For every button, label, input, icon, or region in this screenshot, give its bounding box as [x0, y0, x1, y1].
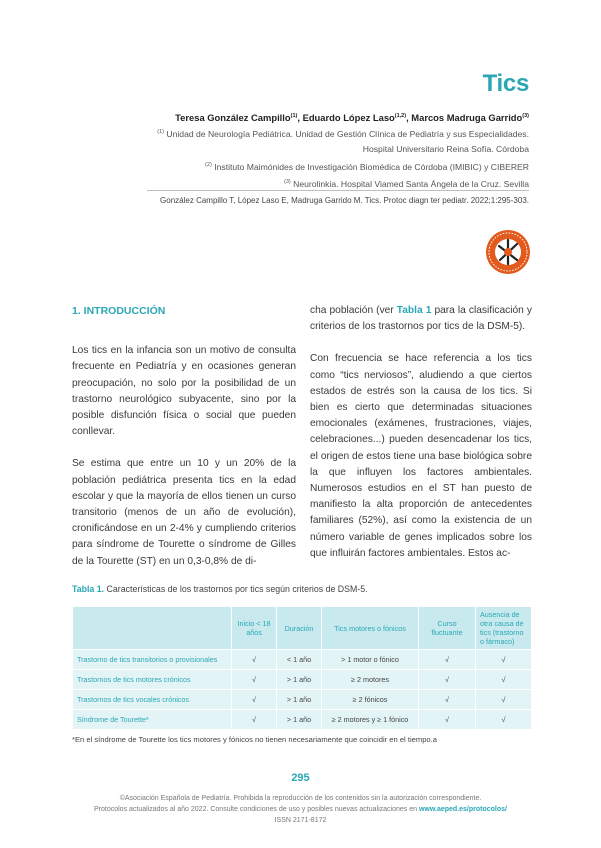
- author-sup: (3): [522, 113, 529, 119]
- paragraph: Se estima que entre un 10 y un 20% de la población pediátrica presenta tics en la edad escolar y que la mayoría de ellos tienen un curso transitorio (menos de un año de evolución), cronificándose en un 2-4% y cumpliendo criterios para síndrome de Tourette o síndrome de Gilles de la Tourette (ST) en un 0,3-0,8% de di-: [72, 458, 296, 567]
- author-block: [59, 110, 529, 193]
- table-cell: Trastornos de tics motores crónicos: [73, 670, 232, 690]
- table-caption-text: Características de los trastornos por tics según criterios de DSM-5.: [104, 584, 368, 594]
- table-cell: √: [419, 670, 476, 690]
- table-cell: √: [476, 690, 532, 710]
- table-caption: [72, 584, 368, 594]
- article-title: Tics: [482, 70, 529, 97]
- table-row: [73, 690, 532, 710]
- affiliation-sup: (1): [157, 129, 165, 136]
- table-cell: Síndrome de Tourette*: [73, 710, 232, 730]
- table-reference-link[interactable]: Tabla 1: [396, 305, 432, 316]
- table-header: Tics motores o fónicos: [322, 607, 419, 650]
- table-cell: > 1 año: [277, 690, 322, 710]
- table-cell: Trastornos de tics vocales crónicos: [73, 690, 232, 710]
- section-heading: 1. INTRODUCCIÓN: [72, 305, 166, 317]
- table-cell: √: [232, 710, 277, 730]
- table-cell: √: [419, 650, 476, 670]
- affiliation-sup: (3): [284, 179, 291, 186]
- table-footnote: *En el síndrome de Tourette los tics motores y fónicos no tienen necesariamente que coincidir en el tiempo.a: [72, 735, 437, 744]
- author-sup: (1): [290, 113, 298, 119]
- author-name: Eduardo López Laso: [302, 112, 395, 124]
- table-cell: √: [476, 650, 532, 670]
- table-row: [73, 670, 532, 690]
- table-row: [73, 650, 532, 670]
- text-column-right: [310, 303, 532, 578]
- footer-line: [0, 804, 601, 815]
- affiliation: [59, 158, 529, 175]
- page-footer: [0, 793, 601, 826]
- table-caption-label: Tabla 1.: [72, 584, 105, 594]
- table-cell: √: [232, 650, 277, 670]
- table-header: Inicio < 18 años: [232, 607, 277, 650]
- table-cell: > 1 año: [277, 710, 322, 730]
- affiliation-sup: (2): [205, 161, 212, 168]
- affiliation: [59, 125, 529, 142]
- paragraph: Con frecuencia se hace referencia a los tics como “tics nerviosos”, aludiendo a que ciertos estados de estrés son la causa de los tics. Si bien es cierto que determinadas situaciones emocionales (exámenes, frustraciones, viajes, celebraciones...) pueden desencadenar los tics, el origen de estos tiene una base biológica sobre la que influyen los factores ambientales. Numerosos estudios en el ST han puesto de manifiesto la alta proporción de antecedentes familiares (52%), así como la existencia de un número variable de genes implicados sobre los que influirán factores ambientales. Estos ac-: [310, 353, 532, 559]
- affiliation-text: Neurolinkia. Hospital Viamed Santa Ángela de la Cruz. Sevilla: [293, 179, 529, 190]
- header-divider: [147, 190, 529, 191]
- table-header: Duración: [277, 607, 322, 650]
- table-header-row: [73, 607, 532, 650]
- table-row: [73, 710, 532, 730]
- author-sup: (1,2): [394, 113, 407, 119]
- table-cell: ≥ 2 motores y ≥ 1 fónico: [322, 710, 419, 730]
- table-header: Ausencia de otra causa de tics (trastorno o fármaco): [476, 607, 532, 650]
- table-cell: √: [232, 670, 277, 690]
- paragraph-text: cha población (ver: [310, 305, 397, 316]
- affiliation: [59, 142, 529, 158]
- page-number: 295: [291, 772, 310, 784]
- table-cell: < 1 año: [277, 650, 322, 670]
- footer-text: Protocolos actualizados al año 2022. Consulte condiciones de uso y posibles nuevas actualizaciones en: [94, 806, 419, 813]
- author-name: Marcos Madruga Garrido: [411, 112, 523, 124]
- paragraph-text: para la clasificación y criterios de los trastornos por tics de la DSM-5).: [310, 305, 532, 333]
- paragraph: [310, 303, 532, 335]
- citation: González Campillo T, López Laso E, Madruga Garrido M. Tics. Protoc diagn ter pediatr. 2022;1:295-303.: [160, 196, 529, 205]
- table-cell: ≥ 2 fónicos: [322, 690, 419, 710]
- table-header: Curso fluctuante: [419, 607, 476, 650]
- aep-logo-icon: [485, 229, 531, 275]
- copyright-line: ©Asociación Española de Pediatría. Prohibida la reproducción de los contenidos sin la autorización correspondiente.: [119, 795, 482, 802]
- table-cell: √: [476, 670, 532, 690]
- issn-line: ISSN 2171-8172: [274, 817, 327, 824]
- author-names: Teresa González Campillo$^{(1)}$, Eduardo López Laso$^{(1,2)}$, Marcos Madruga Garrido$^{(3)}$: [175, 112, 529, 124]
- text-column-left: [72, 303, 296, 586]
- table-cell: √: [419, 690, 476, 710]
- affiliation-text: Hospital Universitario Reina Sofía. Córdoba: [362, 144, 529, 155]
- table-cell: √: [419, 710, 476, 730]
- affiliation-text: Instituto Maimónides de Investigación Biomédica de Córdoba (IMIBIC) y CIBERER: [214, 161, 529, 172]
- protocols-url-link[interactable]: www.aeped.es/protocolos/: [418, 806, 507, 813]
- affiliation-text: Unidad de Neurología Pediátrica. Unidad de Gestión Clínica de Pediatría y sus Especialidades.: [166, 128, 529, 139]
- table-cell: √: [232, 690, 277, 710]
- paragraph: Los tics en la infancia son un motivo de consulta frecuente en Pediatría y en ocasiones generan preocupación, no solo por la posibilidad de un trastorno neurológico subyacente, sino por la posible disfunción física o social que pueden conllevar.: [72, 345, 296, 438]
- table-cell: ≥ 2 motores: [322, 670, 419, 690]
- table-cell: Trastorno de tics transitorios o provisionales: [73, 650, 232, 670]
- table-header: [73, 607, 232, 650]
- author-name: Teresa González Campillo: [175, 112, 291, 124]
- table-cell: √: [476, 710, 532, 730]
- table-cell: > 1 año: [277, 670, 322, 690]
- criteria-table: [72, 606, 532, 730]
- table-cell: > 1 motor o fónico: [322, 650, 419, 670]
